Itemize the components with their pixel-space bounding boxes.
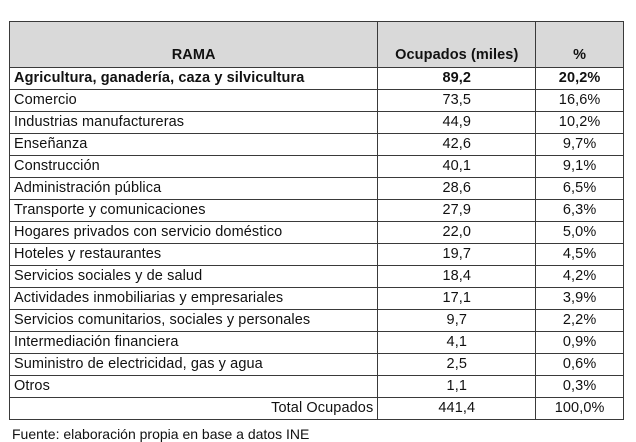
cell-ocupados: 40,1 — [378, 156, 536, 178]
table-row — [10, 156, 624, 178]
cell-rama: Administración pública — [10, 178, 378, 200]
cell-ocupados: 17,1 — [378, 288, 536, 310]
cell-pct: 4,5% — [536, 244, 624, 266]
cell-rama: Servicios comunitarios, sociales y personales — [10, 310, 378, 332]
cell-rama: Intermediación financiera — [10, 332, 378, 354]
cell-pct: 5,0% — [536, 222, 624, 244]
cell-rama: Otros — [10, 376, 378, 398]
cell-ocupados: 73,5 — [378, 90, 536, 112]
cell-rama: Transporte y comunicaciones — [10, 200, 378, 222]
cell-ocupados: 28,6 — [378, 178, 536, 200]
cell-rama: Suministro de electricidad, gas y agua — [10, 354, 378, 376]
cell-pct: 2,2% — [536, 310, 624, 332]
cell-pct: 6,3% — [536, 200, 624, 222]
cell-ocupados: 9,7 — [378, 310, 536, 332]
cell-pct: 3,9% — [536, 288, 624, 310]
cell-pct: 4,2% — [536, 266, 624, 288]
cell-rama: Servicios sociales y de salud — [10, 266, 378, 288]
total-ocupados: 441,4 — [378, 398, 536, 420]
table-row — [10, 310, 624, 332]
table-row — [10, 112, 624, 134]
cell-rama: Actividades inmobiliarias y empresariales — [10, 288, 378, 310]
cell-pct: 20,2% — [536, 68, 624, 90]
cell-ocupados: 22,0 — [378, 222, 536, 244]
cell-rama: Hogares privados con servicio doméstico — [10, 222, 378, 244]
header-ocupados: Ocupados (miles) — [378, 22, 536, 68]
table-row — [10, 68, 624, 90]
cell-pct: 9,7% — [536, 134, 624, 156]
cell-pct: 16,6% — [536, 90, 624, 112]
cell-pct: 10,2% — [536, 112, 624, 134]
cell-ocupados: 42,6 — [378, 134, 536, 156]
table-row — [10, 178, 624, 200]
cell-ocupados: 18,4 — [378, 266, 536, 288]
cell-pct: 6,5% — [536, 178, 624, 200]
cell-ocupados: 1,1 — [378, 376, 536, 398]
cell-pct: 0,6% — [536, 354, 624, 376]
cell-ocupados: 89,2 — [378, 68, 536, 90]
total-label: Total Ocupados — [10, 398, 378, 420]
header-rama: RAMA — [10, 22, 378, 68]
cell-pct: 9,1% — [536, 156, 624, 178]
cell-pct: 0,3% — [536, 376, 624, 398]
cell-rama: Comercio — [10, 90, 378, 112]
cell-ocupados: 27,9 — [378, 200, 536, 222]
table-row — [10, 288, 624, 310]
cell-pct: 0,9% — [536, 332, 624, 354]
table-row — [10, 244, 624, 266]
table-row — [10, 90, 624, 112]
cell-rama: Agricultura, ganadería, caza y silvicultura — [10, 68, 378, 90]
source-note: Fuente: elaboración propia en base a datos INE — [12, 426, 310, 442]
cell-rama: Hoteles y restaurantes — [10, 244, 378, 266]
employment-table — [9, 21, 624, 420]
cell-ocupados: 19,7 — [378, 244, 536, 266]
table-row — [10, 376, 624, 398]
cell-rama: Industrias manufactureras — [10, 112, 378, 134]
table-row — [10, 134, 624, 156]
table-row — [10, 354, 624, 376]
cell-rama: Construcción — [10, 156, 378, 178]
cell-ocupados: 2,5 — [378, 354, 536, 376]
table-body — [10, 68, 624, 398]
total-row — [10, 398, 624, 420]
cell-rama: Enseñanza — [10, 134, 378, 156]
table-row — [10, 332, 624, 354]
total-pct: 100,0% — [536, 398, 624, 420]
table-row — [10, 222, 624, 244]
cell-ocupados: 44,9 — [378, 112, 536, 134]
table-row — [10, 266, 624, 288]
cell-ocupados: 4,1 — [378, 332, 536, 354]
header-pct: % — [536, 22, 624, 68]
table-header-row — [10, 22, 624, 68]
table-row — [10, 200, 624, 222]
